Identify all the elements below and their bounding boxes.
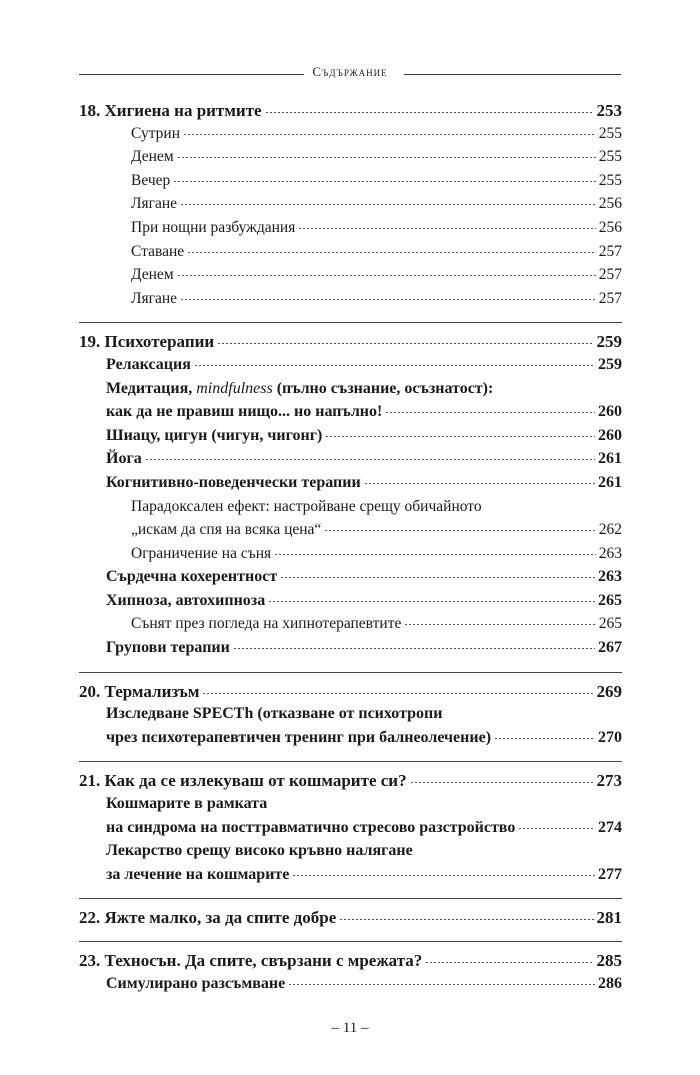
toc-entry-label: Кошмарите в рамката xyxy=(106,795,268,813)
toc-entry-label: 19. Психотерапии xyxy=(79,332,215,352)
toc-entry-label: Сутрин xyxy=(131,124,181,142)
toc-page-number: 261 xyxy=(598,450,622,468)
toc-page-number: 259 xyxy=(598,355,622,373)
toc-page-number: 270 xyxy=(598,728,622,746)
toc-entry[interactable] xyxy=(79,380,622,404)
dot-leader xyxy=(145,459,595,460)
toc-entry[interactable] xyxy=(79,195,622,219)
dot-leader xyxy=(494,738,595,739)
dot-leader xyxy=(217,343,593,344)
toc-chapter-entry[interactable] xyxy=(79,332,622,356)
toc-entry-label: на синдрома на посттравматично стресово разстройство xyxy=(106,818,516,836)
dot-leader xyxy=(180,299,596,300)
section-divider xyxy=(79,898,622,899)
toc-entry-label: как да не правиш нищо... но напълно! xyxy=(106,403,383,421)
toc-page-number: 257 xyxy=(598,266,622,284)
toc-entry-label: Лягане xyxy=(131,289,178,307)
toc-entry-label: Вечер xyxy=(131,171,171,189)
toc-page-number: 263 xyxy=(598,544,622,562)
dot-leader xyxy=(288,984,595,985)
dot-leader xyxy=(385,412,595,413)
toc-entry[interactable] xyxy=(79,219,622,243)
dot-leader xyxy=(233,648,595,649)
toc-page-number: 256 xyxy=(598,195,622,213)
toc-chapter-entry[interactable] xyxy=(79,951,622,975)
dot-leader xyxy=(177,275,596,276)
toc-entry-label: Симулирано разсъмване xyxy=(106,974,286,992)
dot-leader xyxy=(292,875,595,876)
section-divider xyxy=(79,322,622,323)
toc-entry-label: 23. Техносън. Да спите, свързани с мрежата? xyxy=(79,951,423,970)
toc-entry[interactable] xyxy=(79,866,622,890)
section-divider xyxy=(79,672,622,673)
toc-page-number: 285 xyxy=(596,951,622,970)
toc-page-number: 260 xyxy=(598,403,622,421)
toc-page-number: 277 xyxy=(598,865,622,883)
running-header xyxy=(79,64,621,84)
toc-entry[interactable] xyxy=(79,172,622,196)
toc-page-number: 263 xyxy=(598,568,622,586)
toc-page-number: 259 xyxy=(596,332,622,352)
toc-page-number: 269 xyxy=(596,681,622,701)
toc-chapter-entry[interactable] xyxy=(79,682,622,706)
toc-entry-label: 22. Яжте малко, за да спите добре xyxy=(79,908,337,928)
toc-entry[interactable] xyxy=(79,975,622,999)
dot-leader xyxy=(298,228,595,229)
toc-entry[interactable] xyxy=(79,639,622,663)
toc-entry-label: Ставане xyxy=(131,242,185,260)
toc-entry-label: „искам да спя на всяка цена“ xyxy=(131,521,322,539)
toc-page-number: 257 xyxy=(598,242,622,260)
toc-entry-label: Шиацу, цигун (чигун, чигонг) xyxy=(106,426,323,444)
toc-entry[interactable] xyxy=(79,266,622,290)
dot-leader xyxy=(425,962,593,963)
toc-page-number: 274 xyxy=(598,818,622,836)
toc-entry-label: Изследване SPECTh (отказване от психотропи xyxy=(106,705,443,723)
toc-entry-label: При нощни разбуждания xyxy=(131,218,296,236)
toc-entry-label: Медитация, mindfulness (пълно съзнание, осъзнатост): xyxy=(106,379,494,397)
toc-entry[interactable] xyxy=(79,729,622,753)
dot-leader xyxy=(202,693,593,694)
toc-entry-label: Денем xyxy=(131,148,174,166)
dot-leader xyxy=(274,554,596,555)
dot-leader xyxy=(265,112,594,113)
toc-page-number: 256 xyxy=(598,218,622,236)
toc-entry[interactable] xyxy=(79,545,622,569)
toc-entry[interactable] xyxy=(79,403,622,427)
dot-leader xyxy=(324,530,595,531)
page-number: – 11 – xyxy=(331,1020,369,1036)
toc-entry[interactable] xyxy=(79,125,622,149)
dot-leader xyxy=(404,624,595,625)
toc-page-number: 255 xyxy=(598,148,622,166)
toc-entry-label: за лечение на кошмарите xyxy=(106,865,290,883)
toc-entry-label: Сърдечна кохерентност xyxy=(106,568,278,586)
toc-page-number: 255 xyxy=(598,171,622,189)
toc-entry[interactable] xyxy=(79,356,622,380)
toc-entry[interactable] xyxy=(79,842,622,866)
italic-term: mindfulness xyxy=(196,379,273,397)
toc-page-number: 265 xyxy=(598,615,622,633)
toc-chapter-entry[interactable] xyxy=(79,101,622,125)
toc-entry[interactable] xyxy=(79,592,622,616)
dot-leader xyxy=(280,577,595,578)
table-of-contents xyxy=(79,101,622,998)
toc-entry-label: чрез психотерапевтичен тренинг при балнеолечение) xyxy=(106,728,492,746)
toc-entry-label: Йога xyxy=(106,450,142,468)
toc-page-number: 267 xyxy=(598,639,622,657)
toc-entry-label: Лягане xyxy=(131,195,178,213)
toc-entry[interactable] xyxy=(79,450,622,474)
dot-leader xyxy=(187,252,596,253)
toc-entry[interactable] xyxy=(79,243,622,267)
toc-entry[interactable] xyxy=(79,615,622,639)
toc-page-number: 260 xyxy=(598,426,622,444)
toc-entry[interactable] xyxy=(79,521,622,545)
toc-entry[interactable] xyxy=(79,568,622,592)
toc-entry[interactable] xyxy=(79,705,622,729)
dot-leader xyxy=(194,365,595,366)
dot-leader xyxy=(364,483,595,484)
dot-leader xyxy=(339,919,593,920)
toc-page-number: 265 xyxy=(598,591,622,609)
toc-page-number: 262 xyxy=(598,521,622,539)
running-header-title: Съдържание xyxy=(312,64,388,79)
dot-leader xyxy=(518,828,595,829)
dot-leader xyxy=(173,181,595,182)
section-divider xyxy=(79,761,622,762)
toc-entry-label: 21. Как да се излекуваш от кошмарите си? xyxy=(79,771,407,791)
section-divider xyxy=(79,941,622,942)
toc-entry[interactable] xyxy=(79,290,622,314)
toc-chapter-entry[interactable] xyxy=(79,908,622,932)
toc-entry[interactable] xyxy=(79,427,622,451)
toc-chapter-entry[interactable] xyxy=(79,771,622,795)
toc-entry-label: Парадоксален ефект: настройване срещу обичайното xyxy=(131,497,482,515)
toc-page-number: 261 xyxy=(598,473,622,491)
toc-page-number: 286 xyxy=(598,974,622,992)
toc-entry-label: Групови терапии xyxy=(106,639,230,657)
dot-leader xyxy=(268,601,595,602)
dot-leader xyxy=(410,782,594,783)
toc-entry-label: Сънят през погледа на хипнотерапевтите xyxy=(131,615,402,633)
toc-entry[interactable] xyxy=(79,474,622,498)
toc-entry[interactable] xyxy=(79,819,622,843)
dot-leader xyxy=(180,204,596,205)
toc-entry-label: Ограничение на съня xyxy=(131,544,272,562)
toc-entry[interactable] xyxy=(79,148,622,172)
toc-entry-label: Лекарство срещу високо кръвно налягане xyxy=(106,842,413,860)
dot-leader xyxy=(325,436,595,437)
dot-leader xyxy=(183,134,596,135)
toc-page-number: 253 xyxy=(596,101,622,120)
toc-entry[interactable] xyxy=(79,795,622,819)
header-rule-right xyxy=(404,74,621,75)
toc-entry-label: 20. Термализъм xyxy=(79,681,200,701)
toc-entry-label: Хипноза, автохипноза xyxy=(106,591,266,609)
toc-page-number: 257 xyxy=(598,289,622,307)
toc-entry[interactable] xyxy=(79,498,622,522)
toc-entry-label: Релаксация xyxy=(106,355,191,373)
toc-page-number: 281 xyxy=(596,908,622,928)
toc-entry-label: Денем xyxy=(131,266,174,284)
dot-leader xyxy=(177,157,596,158)
toc-page-number: 273 xyxy=(596,771,622,791)
toc-entry-label: 18. Хигиена на ритмите xyxy=(79,101,262,120)
toc-page-number: 255 xyxy=(598,124,622,142)
toc-entry-label: Когнитивно-поведенчески терапии xyxy=(106,473,361,491)
